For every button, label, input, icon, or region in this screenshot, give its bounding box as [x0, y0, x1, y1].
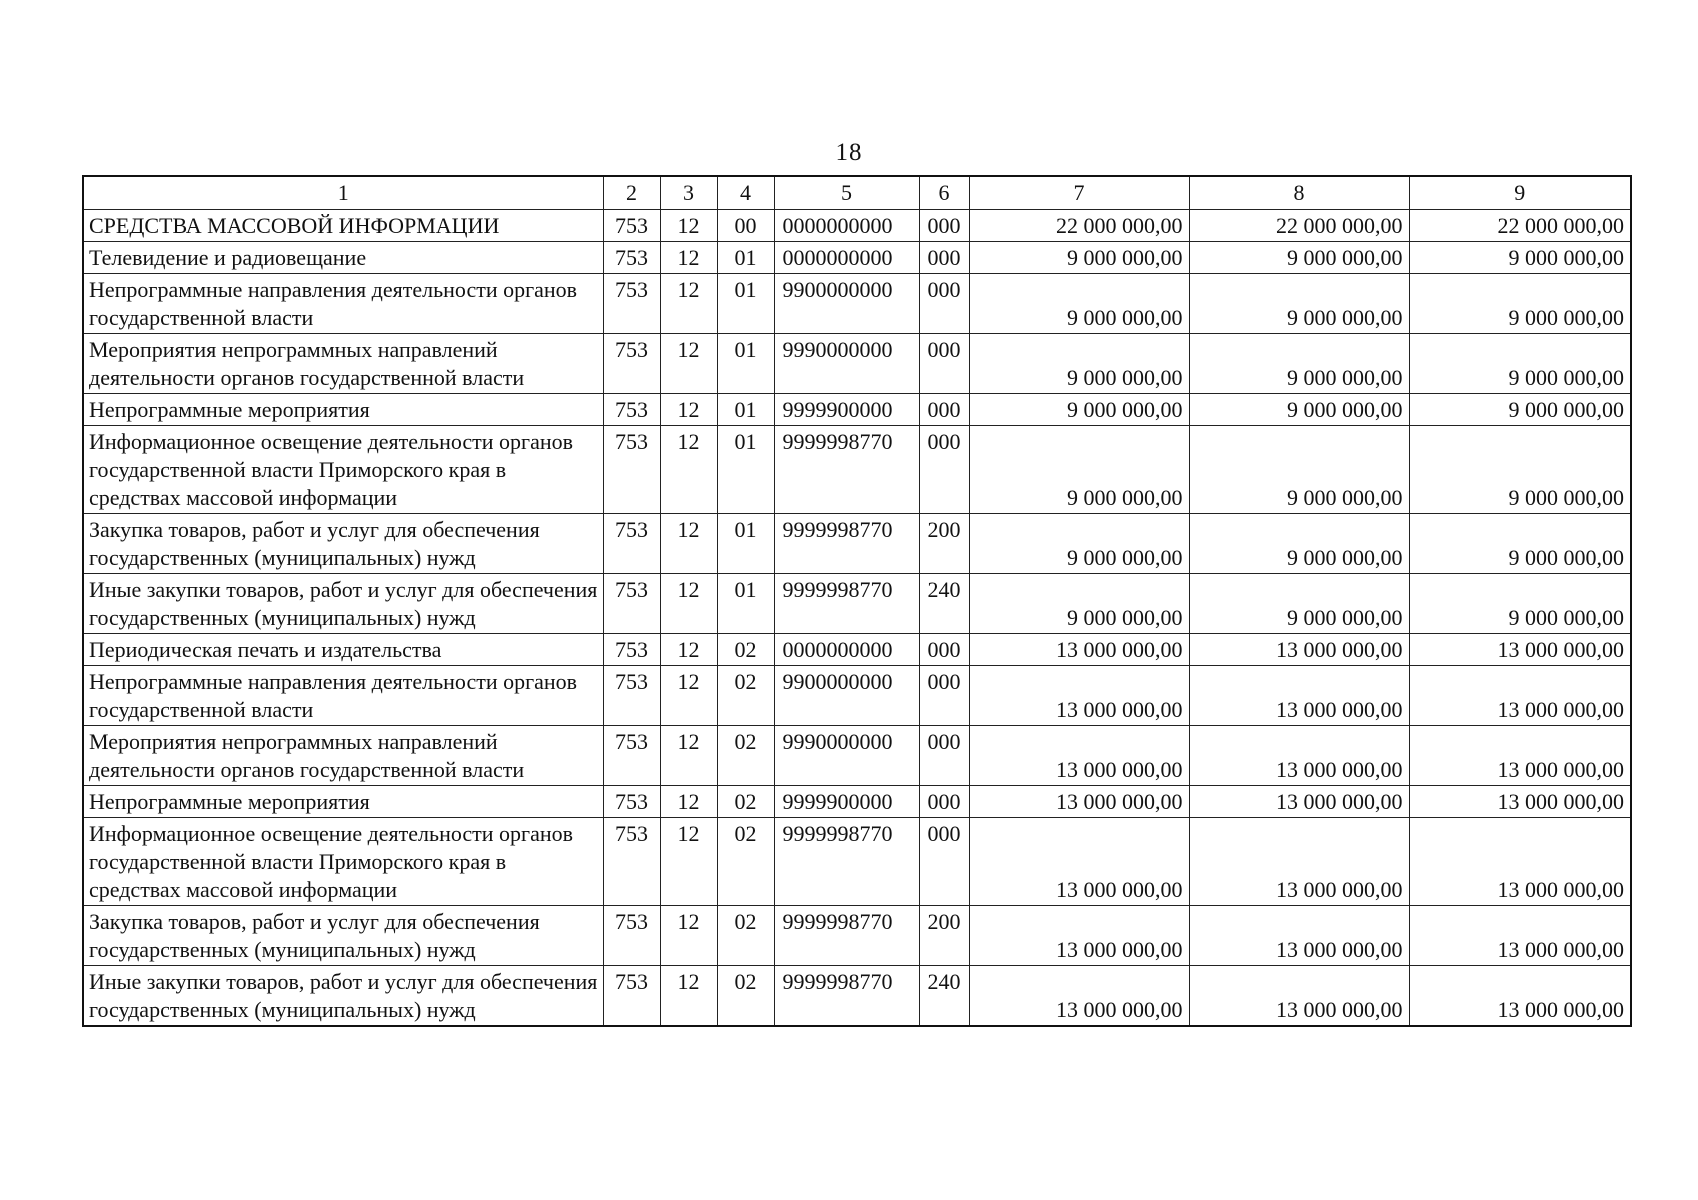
amount-cell: 9 000 000,00 [1409, 426, 1631, 514]
amount-cell: 13 000 000,00 [1409, 966, 1631, 1027]
section-code-cell: 12 [660, 786, 717, 818]
ministry-code-cell: 753 [603, 726, 660, 786]
table-row [83, 334, 1631, 394]
section-code-cell: 12 [660, 514, 717, 574]
subsection-code-cell: 02 [717, 818, 774, 906]
amount-cell: 9 000 000,00 [1189, 274, 1409, 334]
amount-cell: 22 000 000,00 [1189, 210, 1409, 242]
section-code-cell: 12 [660, 574, 717, 634]
amount-cell: 9 000 000,00 [1409, 574, 1631, 634]
amount-cell: 13 000 000,00 [969, 634, 1189, 666]
section-code-cell: 12 [660, 726, 717, 786]
section-code-cell: 12 [660, 634, 717, 666]
item-name-cell: Телевидение и радиовещание [83, 242, 603, 274]
column-header: 2 [603, 176, 660, 210]
ministry-code-cell: 753 [603, 210, 660, 242]
table-header-row [83, 176, 1631, 210]
ministry-code-cell: 753 [603, 394, 660, 426]
column-header: 4 [717, 176, 774, 210]
ministry-code-cell: 753 [603, 966, 660, 1027]
column-header: 8 [1189, 176, 1409, 210]
amount-cell: 13 000 000,00 [1189, 786, 1409, 818]
subsection-code-cell: 02 [717, 906, 774, 966]
target-article-cell: 9999998770 [774, 574, 919, 634]
amount-cell: 9 000 000,00 [1189, 394, 1409, 426]
table-row [83, 394, 1631, 426]
target-article-cell: 0000000000 [774, 634, 919, 666]
target-article-cell: 9999900000 [774, 786, 919, 818]
amount-cell: 13 000 000,00 [1189, 966, 1409, 1027]
target-article-cell: 9900000000 [774, 666, 919, 726]
target-article-cell: 9999998770 [774, 966, 919, 1027]
column-header: 5 [774, 176, 919, 210]
column-header: 3 [660, 176, 717, 210]
ministry-code-cell: 753 [603, 906, 660, 966]
table-row [83, 786, 1631, 818]
item-name-cell: Непрограммные мероприятия [83, 786, 603, 818]
item-name-cell: Иные закупки товаров, работ и услуг для обеспечения государственных (муниципальных) нужд [83, 574, 603, 634]
amount-cell: 9 000 000,00 [1409, 274, 1631, 334]
amount-cell: 13 000 000,00 [1189, 634, 1409, 666]
amount-cell: 13 000 000,00 [969, 966, 1189, 1027]
amount-cell: 13 000 000,00 [1409, 634, 1631, 666]
amount-cell: 9 000 000,00 [1409, 242, 1631, 274]
section-code-cell: 12 [660, 906, 717, 966]
section-code-cell: 12 [660, 818, 717, 906]
amount-cell: 13 000 000,00 [1409, 786, 1631, 818]
item-name-cell: Непрограммные мероприятия [83, 394, 603, 426]
amount-cell: 9 000 000,00 [969, 574, 1189, 634]
page-number: 18 [835, 139, 863, 166]
subsection-code-cell: 00 [717, 210, 774, 242]
amount-cell: 9 000 000,00 [1189, 242, 1409, 274]
subsection-code-cell: 01 [717, 334, 774, 394]
subsection-code-cell: 01 [717, 274, 774, 334]
table-row [83, 966, 1631, 1027]
expense-type-cell: 000 [919, 726, 969, 786]
ministry-code-cell: 753 [603, 242, 660, 274]
amount-cell: 9 000 000,00 [969, 242, 1189, 274]
amount-cell: 13 000 000,00 [969, 726, 1189, 786]
table-row [83, 634, 1631, 666]
target-article-cell: 9999998770 [774, 906, 919, 966]
item-name-cell: Мероприятия непрограммных направлений деятельности органов государственной власти [83, 334, 603, 394]
ministry-code-cell: 753 [603, 574, 660, 634]
section-code-cell: 12 [660, 666, 717, 726]
subsection-code-cell: 01 [717, 574, 774, 634]
amount-cell: 9 000 000,00 [1189, 574, 1409, 634]
column-header: 9 [1409, 176, 1631, 210]
table-row [83, 426, 1631, 514]
table-row [83, 666, 1631, 726]
target-article-cell: 9990000000 [774, 334, 919, 394]
amount-cell: 9 000 000,00 [969, 274, 1189, 334]
item-name-cell: Закупка товаров, работ и услуг для обеспечения государственных (муниципальных) нужд [83, 906, 603, 966]
section-code-cell: 12 [660, 394, 717, 426]
amount-cell: 9 000 000,00 [969, 426, 1189, 514]
item-name-cell: Информационное освещение деятельности органов государственной власти Приморского края в средствах массовой информации [83, 426, 603, 514]
expense-type-cell: 240 [919, 966, 969, 1027]
subsection-code-cell: 02 [717, 966, 774, 1027]
expense-type-cell: 240 [919, 574, 969, 634]
subsection-code-cell: 01 [717, 242, 774, 274]
expense-type-cell: 000 [919, 666, 969, 726]
section-code-cell: 12 [660, 966, 717, 1027]
column-header: 7 [969, 176, 1189, 210]
amount-cell: 13 000 000,00 [969, 818, 1189, 906]
amount-cell: 9 000 000,00 [969, 514, 1189, 574]
amount-cell: 9 000 000,00 [969, 394, 1189, 426]
expense-type-cell: 000 [919, 426, 969, 514]
amount-cell: 22 000 000,00 [1409, 210, 1631, 242]
amount-cell: 13 000 000,00 [1409, 666, 1631, 726]
budget-table [82, 175, 1632, 1027]
target-article-cell: 9999998770 [774, 426, 919, 514]
amount-cell: 13 000 000,00 [1189, 726, 1409, 786]
expense-type-cell: 000 [919, 634, 969, 666]
amount-cell: 9 000 000,00 [1409, 334, 1631, 394]
table-row [83, 726, 1631, 786]
expense-type-cell: 000 [919, 818, 969, 906]
ministry-code-cell: 753 [603, 274, 660, 334]
section-code-cell: 12 [660, 242, 717, 274]
subsection-code-cell: 02 [717, 726, 774, 786]
ministry-code-cell: 753 [603, 818, 660, 906]
ministry-code-cell: 753 [603, 786, 660, 818]
item-name-cell: Иные закупки товаров, работ и услуг для обеспечения государственных (муниципальных) нужд [83, 966, 603, 1027]
ministry-code-cell: 753 [603, 514, 660, 574]
section-code-cell: 12 [660, 426, 717, 514]
amount-cell: 9 000 000,00 [1189, 334, 1409, 394]
amount-cell: 13 000 000,00 [969, 786, 1189, 818]
expense-type-cell: 200 [919, 906, 969, 966]
item-name-cell: Периодическая печать и издательства [83, 634, 603, 666]
target-article-cell: 0000000000 [774, 242, 919, 274]
ministry-code-cell: 753 [603, 334, 660, 394]
ministry-code-cell: 753 [603, 666, 660, 726]
target-article-cell: 9990000000 [774, 726, 919, 786]
subsection-code-cell: 02 [717, 634, 774, 666]
table-row [83, 818, 1631, 906]
ministry-code-cell: 753 [603, 634, 660, 666]
subsection-code-cell: 01 [717, 514, 774, 574]
section-code-cell: 12 [660, 334, 717, 394]
amount-cell: 9 000 000,00 [1189, 426, 1409, 514]
target-article-cell: 9999998770 [774, 818, 919, 906]
column-header: 1 [83, 176, 603, 210]
column-header: 6 [919, 176, 969, 210]
table-row [83, 210, 1631, 242]
amount-cell: 13 000 000,00 [969, 666, 1189, 726]
table-row [83, 574, 1631, 634]
table-body [83, 176, 1631, 1026]
expense-type-cell: 000 [919, 786, 969, 818]
subsection-code-cell: 01 [717, 394, 774, 426]
amount-cell: 9 000 000,00 [969, 334, 1189, 394]
table-row [83, 906, 1631, 966]
table-row [83, 274, 1631, 334]
amount-cell: 13 000 000,00 [969, 906, 1189, 966]
expense-type-cell: 200 [919, 514, 969, 574]
item-name-cell: Непрограммные направления деятельности органов государственной власти [83, 274, 603, 334]
target-article-cell: 9900000000 [774, 274, 919, 334]
target-article-cell: 0000000000 [774, 210, 919, 242]
amount-cell: 9 000 000,00 [1189, 514, 1409, 574]
amount-cell: 13 000 000,00 [1189, 906, 1409, 966]
amount-cell: 9 000 000,00 [1409, 394, 1631, 426]
amount-cell: 13 000 000,00 [1189, 818, 1409, 906]
table-row [83, 514, 1631, 574]
item-name-cell: Непрограммные направления деятельности органов государственной власти [83, 666, 603, 726]
amount-cell: 22 000 000,00 [969, 210, 1189, 242]
subsection-code-cell: 01 [717, 426, 774, 514]
item-name-cell: Закупка товаров, работ и услуг для обеспечения государственных (муниципальных) нужд [83, 514, 603, 574]
expense-type-cell: 000 [919, 334, 969, 394]
expense-type-cell: 000 [919, 210, 969, 242]
target-article-cell: 9999998770 [774, 514, 919, 574]
table-row [83, 242, 1631, 274]
amount-cell: 13 000 000,00 [1409, 906, 1631, 966]
amount-cell: 9 000 000,00 [1409, 514, 1631, 574]
subsection-code-cell: 02 [717, 786, 774, 818]
amount-cell: 13 000 000,00 [1409, 726, 1631, 786]
item-name-cell: СРЕДСТВА МАССОВОЙ ИНФОРМАЦИИ [83, 210, 603, 242]
amount-cell: 13 000 000,00 [1189, 666, 1409, 726]
section-code-cell: 12 [660, 274, 717, 334]
ministry-code-cell: 753 [603, 426, 660, 514]
expense-type-cell: 000 [919, 274, 969, 334]
section-code-cell: 12 [660, 210, 717, 242]
target-article-cell: 9999900000 [774, 394, 919, 426]
expense-type-cell: 000 [919, 242, 969, 274]
amount-cell: 13 000 000,00 [1409, 818, 1631, 906]
item-name-cell: Информационное освещение деятельности органов государственной власти Приморского края в средствах массовой информации [83, 818, 603, 906]
item-name-cell: Мероприятия непрограммных направлений деятельности органов государственной власти [83, 726, 603, 786]
expense-type-cell: 000 [919, 394, 969, 426]
subsection-code-cell: 02 [717, 666, 774, 726]
